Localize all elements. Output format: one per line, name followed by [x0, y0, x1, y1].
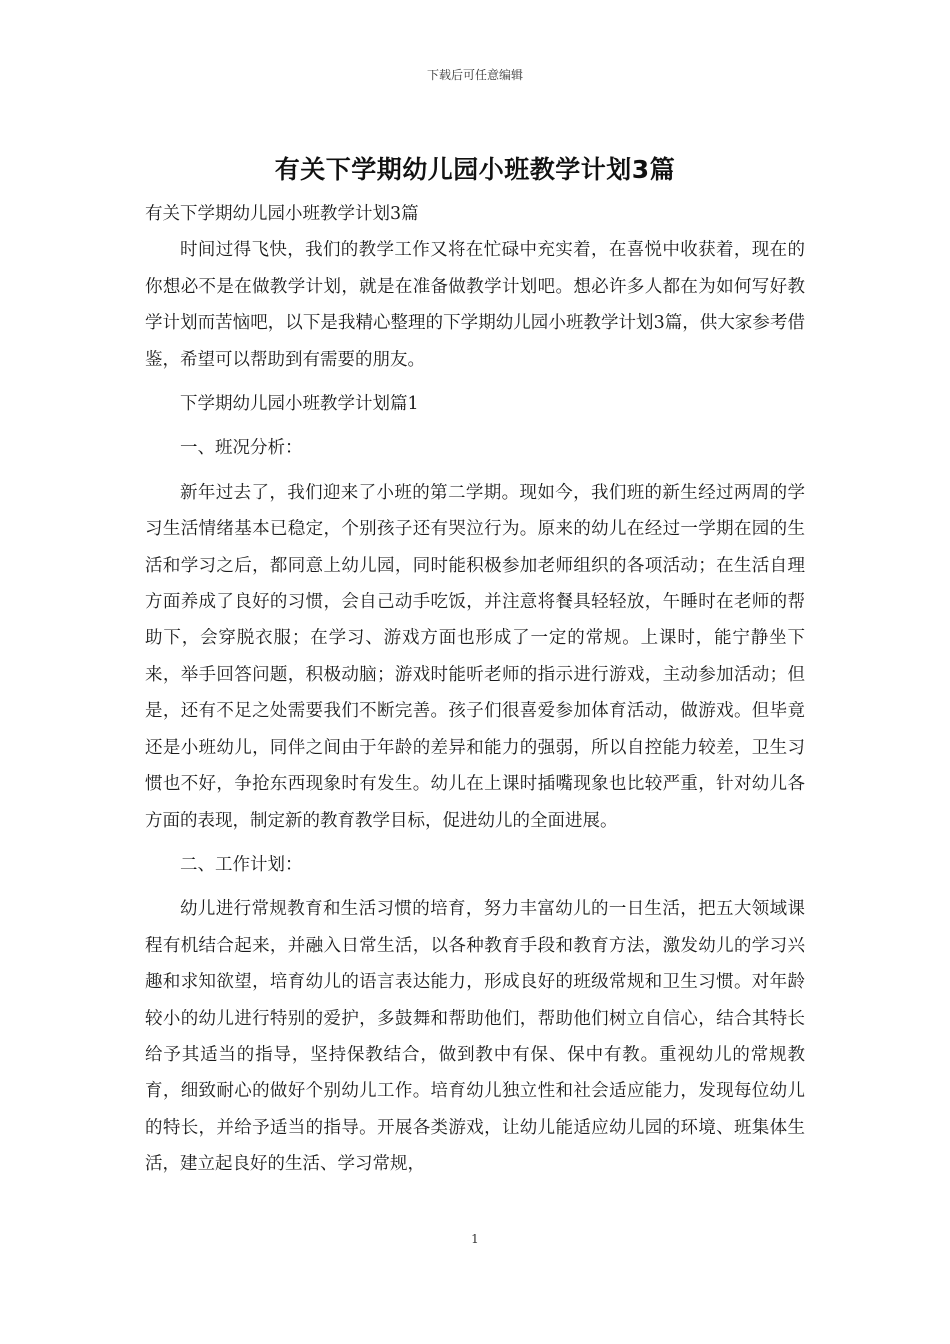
heading-class-analysis: 一、班况分析：	[180, 438, 303, 459]
page-number: 1	[471, 1232, 479, 1246]
subtitle-line: 有关下学期幼儿园小班教学计划3篇	[145, 204, 419, 224]
document-body	[145, 196, 805, 1183]
header-note: 下载后可任意编辑	[426, 68, 523, 82]
document-title: 有关下学期幼儿园小班教学计划3篇	[274, 155, 676, 184]
class-analysis-paragraph: 新年过去了，我们迎来了小班的第二学期。现如今，我们班的新生经过两周的学习生活情绪基本已稳定，个别孩子还有哭泣行为。原来的幼儿在经过一学期在园的生活和学习之后，都同意上幼儿园，同时能积极参加老师组织的各项活动；在生活自理方面养成了良好的习惯，会自己动手吃饭，并注意将餐具轻轻放，午睡时在老师的帮助下，会穿脱衣服；在学习、游戏方面也形成了一定的常规。上课时，能宁静坐下来，举手回答问题，积极动脑；游戏时能听老师的指示进行游戏，主动参加活动；但是，还有不足之处需要我们不断完善。孩子们很喜爱参加体育活动，做游戏。但毕竟还是小班幼儿，同伴之间由于年龄的差异和能力的强弱，所以自控能力较差，卫生习惯也不好，争抢东西现象时有发生。幼儿在上课时插嘴现象也比较严重，针对幼儿各方面的表现，制定新的教育教学目标，促进幼儿的全面进展。	[145, 482, 805, 831]
intro-paragraph: 时间过得飞快，我们的教学工作又将在忙碌中充实着，在喜悦中收获着，现在的你想必不是在做教学计划，就是在准备做教学计划吧。想必许多人都在为如何写好教学计划而苦恼吧，以下是我精心整理的下学期幼儿园小班教学计划3篇，供大家参考借鉴，希望可以帮助到有需要的朋友。	[145, 240, 805, 370]
heading-work-plan: 二、工作计划：	[180, 854, 303, 875]
section-title: 下学期幼儿园小班教学计划篇1	[180, 394, 419, 415]
work-plan-paragraph: 幼儿进行常规教育和生活习惯的培育，努力丰富幼儿的一日生活，把五大领域课程有机结合起来，并融入日常生活，以各种教育手段和教育方法，激发幼儿的学习兴趣和求知欲望，培育幼儿的语言表达能力，形成良好的班级常规和卫生习惯。对年龄较小的幼儿进行特别的爱护，多鼓舞和帮助他们，帮助他们树立自信心，结合其特长给予其适当的指导，坚持保教结合，做到教中有保、保中有教。重视幼儿的常规教育，细致耐心的做好个别幼儿工作。培育幼儿独立性和社会适应能力，发现每位幼儿的特长，并给予适当的指导。开展各类游戏，让幼儿能适应幼儿园的环境、班集体生活，建立起良好的生活、学习常规，	[145, 899, 805, 1175]
